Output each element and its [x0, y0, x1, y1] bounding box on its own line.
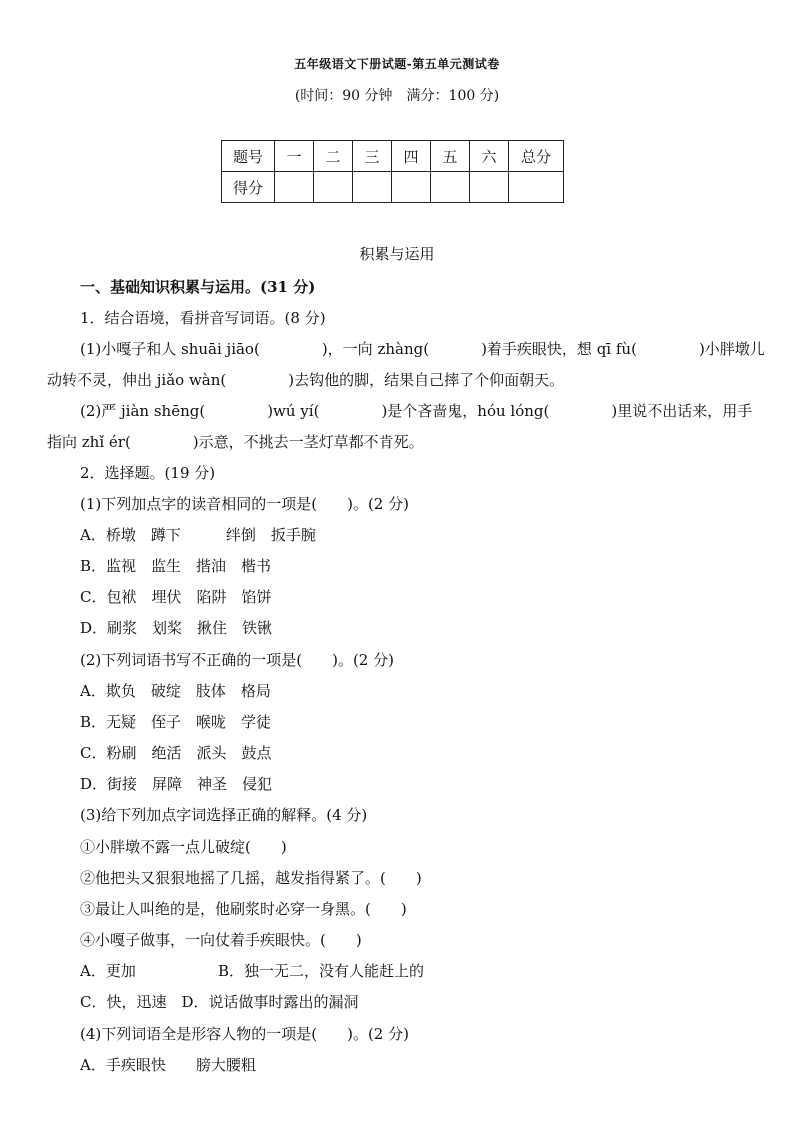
q2-sub3-options-cd: C．快，迅速 D．说话做事时露出的漏洞	[80, 993, 359, 1011]
score-cell[interactable]	[275, 172, 314, 203]
q1-item2-text: )示意，不挑去一茎灯草都不肯死。	[192, 433, 424, 451]
q2-sub3-item2: ②他把头又狠狠地摇了几摇，越发指得紧了。( )	[80, 869, 422, 887]
q2-heading: 2．选择题。(19 分)	[80, 464, 216, 482]
q1-item2-text: )wú yí(	[267, 402, 320, 420]
q1-item1-text: 动转不灵，伸出 jiǎo wàn(	[47, 371, 227, 389]
score-header-cell: 总分	[509, 141, 564, 172]
q2-sub3-item1: ①小胖墩不露一点儿破绽( )	[80, 838, 287, 856]
q1-item2-text: )是个吝啬鬼，hóu lóng(	[381, 402, 550, 420]
q1-item2-line2	[47, 431, 424, 452]
q2-sub2-option-d: D．街接 屏障 神圣 侵犯	[80, 775, 273, 793]
q1-item2-text: )里说不出话来，用手	[611, 402, 753, 420]
q2-sub2-option-b: B．无疑 侄子 喉咙 学徒	[80, 713, 272, 731]
q1-item1-text: (1)小嘎子和人 shuāi jiāo(	[80, 340, 260, 358]
q2-sub1-option-c: C．包袱 埋伏 陷阱 馅饼	[80, 588, 272, 606]
q2-sub3-item3: ③最让人叫绝的是，他刷浆时必穿一身黑。( )	[80, 900, 407, 918]
q2-sub3-prompt: (3)给下列加点字词选择正确的解释。(4 分)	[80, 806, 368, 824]
score-header-cell: 二	[314, 141, 353, 172]
score-header-cell: 四	[392, 141, 431, 172]
score-table	[221, 140, 564, 203]
score-row-label: 得分	[222, 172, 275, 203]
score-header-cell: 五	[431, 141, 470, 172]
score-header-cell: 三	[353, 141, 392, 172]
q1-heading: 1．结合语境，看拼音写词语。(8 分)	[80, 309, 326, 327]
q1-item2-text: 指向 zhǐ ér(	[47, 433, 131, 451]
q1-item1-text: )小胖墩儿	[698, 340, 765, 358]
q2-sub3-item4: ④小嘎子做事，一向仗着手疾眼快。( )	[80, 931, 362, 949]
q2-sub4-prompt: (4)下列词语全是形容人物的一项是( )。(2 分)	[80, 1025, 409, 1043]
q2-sub1-prompt: (1)下列加点字的读音相同的一项是( )。(2 分)	[80, 495, 409, 513]
score-cell[interactable]	[431, 172, 470, 203]
q2-sub1-option-b: B．监视 监生 揩油 楷书	[80, 557, 272, 575]
q2-sub1-option-a: A．桥墩 蹲下 绊倒 扳手腕	[80, 526, 316, 544]
score-header-cell: 一	[275, 141, 314, 172]
score-table-score-row	[222, 172, 564, 203]
q1-item2-line1	[80, 400, 752, 421]
section-title: 积累与运用	[359, 245, 435, 263]
score-cell[interactable]	[314, 172, 353, 203]
q2-sub2-option-a: A．欺负 破绽 肢体 格局	[80, 682, 271, 700]
document-title: 五年级语文下册试题-第五单元测试卷	[294, 57, 500, 71]
q1-item2-text: (2)严 jiàn shēng(	[80, 402, 206, 420]
part1-heading: 一、基础知识积累与运用。(31 分)	[80, 278, 316, 296]
q2-sub2-option-c: C．粉刷 绝活 派头 鼓点	[80, 744, 272, 762]
q1-item1-text: )去钩他的脚，结果自己摔了个仰面朝天。	[288, 371, 565, 389]
score-cell[interactable]	[392, 172, 431, 203]
score-cell[interactable]	[353, 172, 392, 203]
q1-item1-line2	[47, 369, 564, 390]
q1-item1-line1	[80, 338, 765, 359]
q2-sub2-prompt: (2)下列词语书写不正确的一项是( )。(2 分)	[80, 651, 394, 669]
q2-sub3-option-b: B．独一无二，没有人能赶上的	[218, 962, 425, 980]
q2-sub3-option-a: A．更加	[80, 962, 136, 980]
q2-sub4-option-a: A．手疾眼快 膀大腰粗	[80, 1056, 256, 1074]
score-table-header-row	[222, 141, 564, 172]
q2-sub1-option-d: D．刷浆 划桨 揪住 铁锹	[80, 619, 273, 637]
score-cell[interactable]	[509, 172, 564, 203]
score-header-cell: 题号	[222, 141, 275, 172]
score-header-cell: 六	[470, 141, 509, 172]
exam-info: (时间：90 分钟 满分：100 分)	[294, 88, 500, 104]
score-cell[interactable]	[470, 172, 509, 203]
q1-item1-text: )着手疾眼快，想 qī fù(	[481, 340, 637, 358]
q1-item1-text: )，一向 zhàng(	[321, 340, 430, 358]
